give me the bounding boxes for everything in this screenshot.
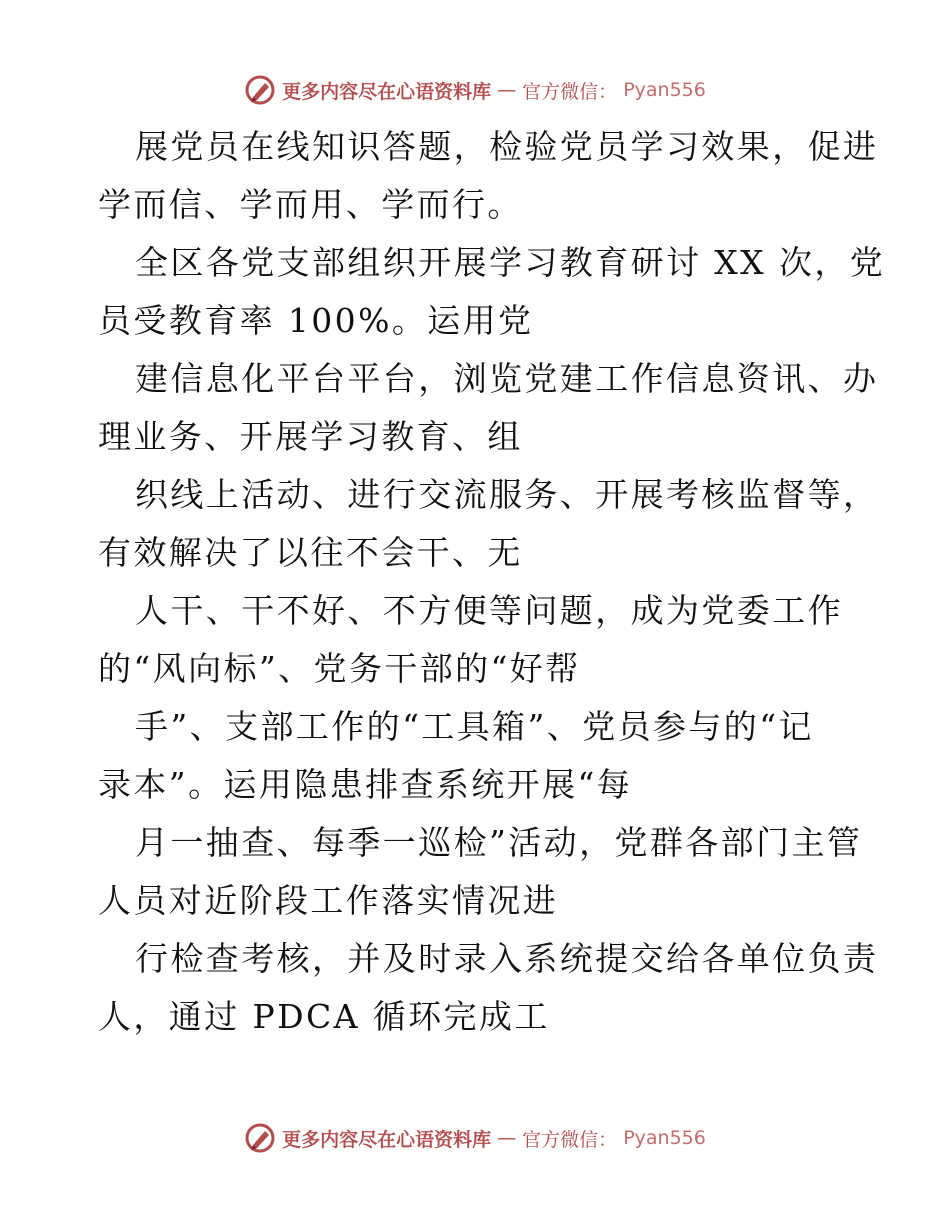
watermark-dash: — (497, 79, 517, 101)
text-line: 全区各党支部组织开展学习教育研讨 XX 次，党 (135, 243, 886, 282)
text-line: 月一抽查、每季一巡检”活动，党群各部门主管 (135, 823, 863, 862)
document-body (98, 118, 886, 1046)
text-line: 人干、干不好、不方便等问题，成为党委工作 (135, 591, 843, 630)
text-line: 理业务、开展学习教育、组 (98, 417, 523, 456)
text-line: 手”、支部工作的“工具箱”、党员参与的“记 (135, 707, 814, 746)
footer-watermark (0, 1118, 950, 1158)
watermark-brand: 更多内容尽在心语资料库 (282, 1128, 492, 1151)
text-line: 织线上活动、进行交流服务、开展考核监督等， (135, 475, 879, 514)
text-line: 行检查考核，并及时录入系统提交给各单位负责 (135, 939, 879, 978)
watermark-dash: — (497, 1127, 517, 1149)
text-line: 的“风向标”、党务干部的“好帮 (98, 649, 581, 688)
watermark-wechat-id: Pyan556 (623, 1127, 706, 1149)
text-line: 有效解决了以往不会干、无 (98, 533, 523, 572)
text-line: 员受教育率 100%。运用党 (98, 301, 534, 340)
text-line: 展党员在线知识答题，检验党员学习效果，促进 (135, 127, 879, 166)
pen-logo-icon (244, 74, 276, 106)
text-line: 学而信、学而用、学而行。 (98, 185, 523, 224)
text-line: 人，通过 PDCA 循环完成工 (98, 997, 550, 1036)
pen-logo-icon (244, 1122, 276, 1154)
text-line: 人员对近阶段工作落实情况进 (98, 881, 559, 920)
watermark-contact-label: 官方微信： (522, 1128, 618, 1151)
watermark-wechat-id: Pyan556 (623, 79, 706, 101)
text-line: 建信息化平台平台，浏览党建工作信息资讯、办 (135, 359, 879, 398)
text-line: 录本”。运用隐患排查系统开展“每 (98, 765, 633, 804)
header-watermark (0, 70, 950, 110)
watermark-brand: 更多内容尽在心语资料库 (282, 80, 492, 103)
watermark-contact-label: 官方微信： (522, 80, 618, 103)
